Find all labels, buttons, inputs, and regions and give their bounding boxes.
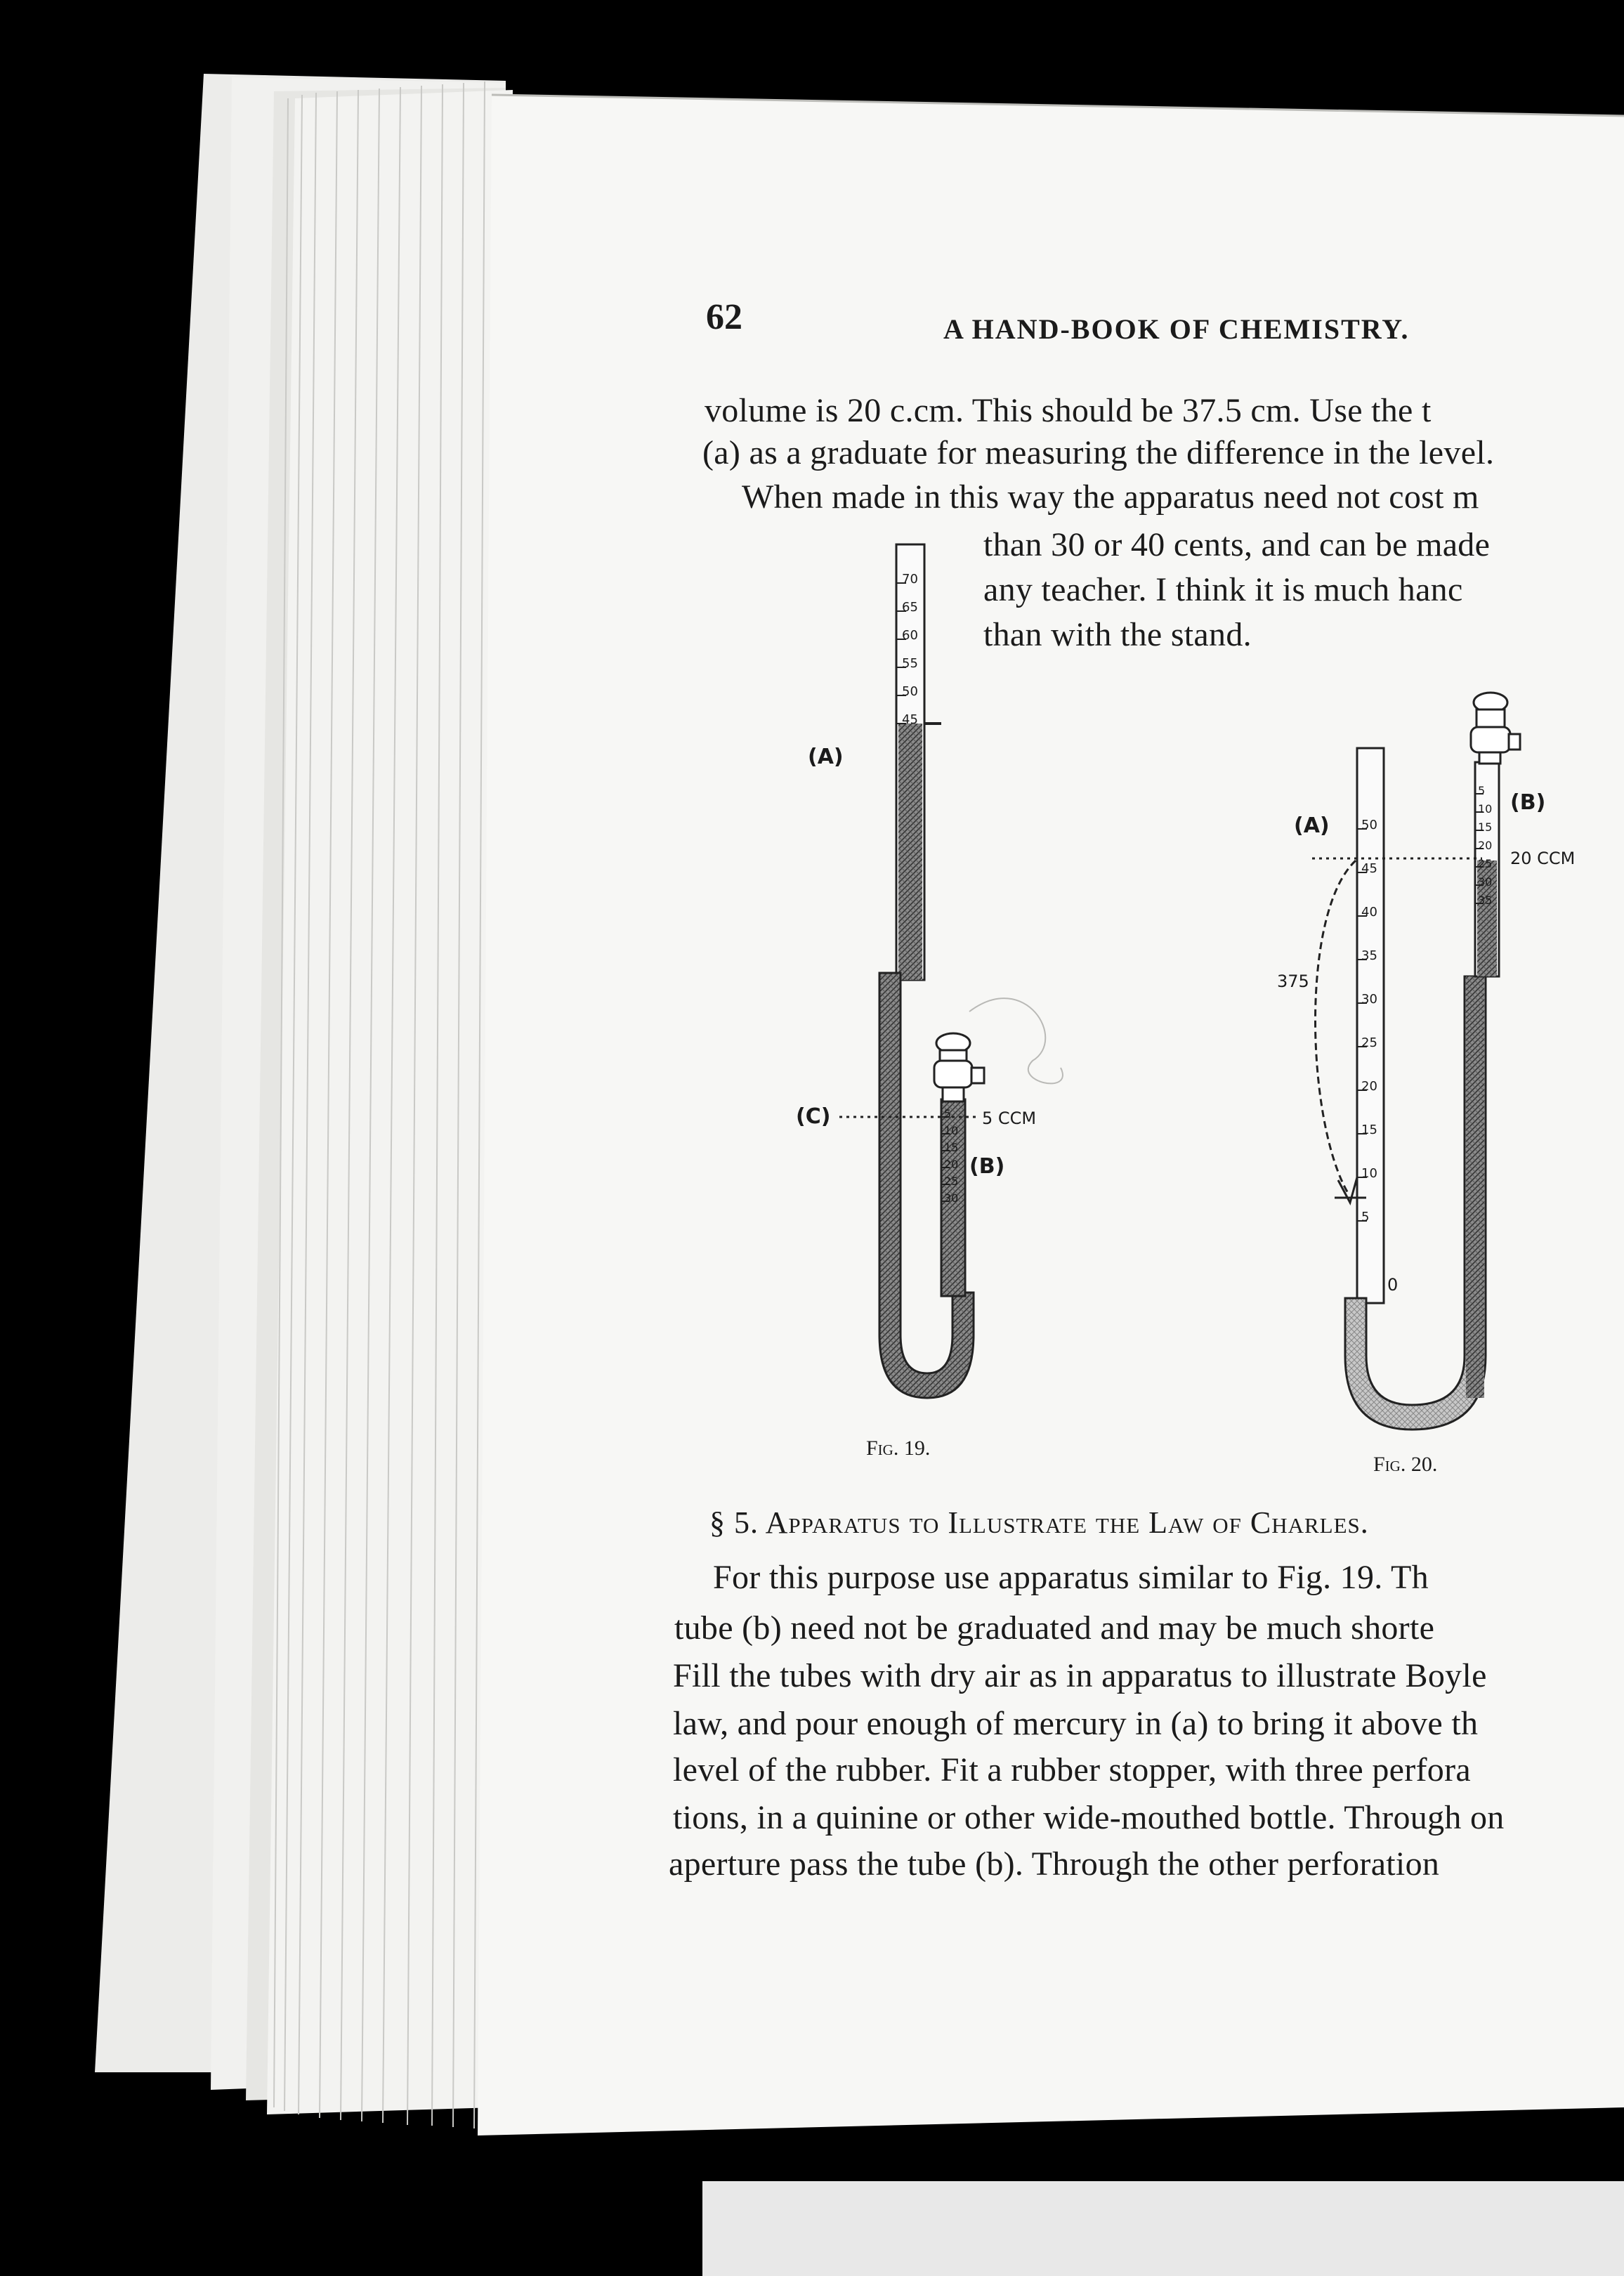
page-number: 62 (706, 297, 742, 337)
running-head: A HAND-BOOK OF CHEMISTRY. (943, 313, 1410, 345)
section-line-4: law, and pour enough of mercury in (a) to bring it above th (673, 1705, 1479, 1742)
fig20-scale-b-number: 35 (1478, 893, 1493, 907)
section-line-5: level of the rubber. Fit a rubber stopper, with three perfora (673, 1751, 1471, 1788)
fig19-scale-b-number: 20 (944, 1157, 959, 1171)
fig19-caption: Fig. 19. (866, 1437, 931, 1460)
fig20-scale-a-number: 20 (1361, 1078, 1377, 1094)
section-line-6: tions, in a quinine or other wide-mouthed bottle. Through on (673, 1799, 1505, 1836)
fig20-scale-a-number: 45 (1361, 861, 1377, 876)
fig20-scale-a-number: 5 (1361, 1209, 1370, 1224)
fig20-scale-b-number: 25 (1478, 856, 1493, 870)
fig20-label-b: (B) (1510, 790, 1546, 815)
fig20-scale-a-number: 30 (1361, 991, 1377, 1007)
fig20-scale-a-number: 50 (1361, 817, 1377, 832)
fig19-scale-b-number: 5 (944, 1106, 952, 1120)
fig19-scale-a-number: 45 (902, 712, 918, 727)
fig20-scale-a-number: 25 (1361, 1035, 1377, 1050)
section-line-1: For this purpose use apparatus similar to Fig. 19. Th (713, 1559, 1429, 1596)
fig19-scale-a-number: 65 (902, 599, 918, 615)
fig19-scale-b-number: 30 (944, 1191, 959, 1205)
fig19-label-c: (C) (796, 1104, 831, 1129)
body-line-4: than 30 or 40 cents, and can be made (983, 526, 1491, 563)
fig19-scale-b-number: 10 (944, 1123, 959, 1137)
fig20-scale-b-number: 30 (1478, 875, 1493, 889)
fig20-scale-b-number: 5 (1478, 783, 1486, 797)
fig19-scale-b-number: 25 (944, 1174, 959, 1188)
fig19-scale-a-number: 55 (902, 655, 918, 671)
fig20-scale-a-number: 35 (1361, 948, 1377, 963)
section-line-3: Fill the tubes with dry air as in apparatus to illustrate Boyle (673, 1657, 1487, 1694)
fig20-scale-a-number: 15 (1361, 1122, 1377, 1137)
section-line-7: aperture pass the tube (b). Through the other perforation (669, 1845, 1440, 1883)
fig20-mark-label: 20 CCM (1510, 849, 1576, 868)
body-line-2: (a) as a graduate for measuring the difference in the level. (702, 434, 1495, 471)
fig20-distance-label: 375 (1277, 972, 1309, 991)
fig19-label-a: (A) (808, 745, 844, 769)
body-line-5: any teacher. I think it is much hanc (983, 571, 1463, 608)
fig19-scale-a-number: 50 (902, 684, 918, 699)
fig19-scale-a-number: 70 (902, 571, 918, 587)
body-line-3: When made in this way the apparatus need not cost m (742, 478, 1479, 516)
fig20-scale-b-number: 10 (1478, 802, 1493, 816)
fig20-caption: Fig. 20. (1373, 1453, 1438, 1476)
page-stack (95, 74, 513, 2128)
section-line-2: tube (b) need not be graduated and may be much shorte (674, 1609, 1435, 1647)
fig20-scale-b-number: 20 (1478, 838, 1493, 852)
fig19-scale-b-number: 15 (944, 1140, 959, 1154)
fig19-mark-label: 5 CCM (982, 1108, 1037, 1128)
section-heading: § 5. Apparatus to Illustrate the Law of Charles. (709, 1505, 1369, 1540)
fig20-scale-b-number: 15 (1478, 820, 1493, 834)
fig19-scale-a-number: 60 (902, 627, 918, 643)
fig20-scale-a-number: 40 (1361, 904, 1377, 920)
body-line-6: than with the stand. (983, 616, 1252, 653)
fig20-scale-a-number: 10 (1361, 1165, 1377, 1181)
fig19-label-b: (B) (969, 1154, 1005, 1179)
fig20-label-a: (A) (1294, 813, 1330, 838)
body-line-1: volume is 20 c.cm. This should be 37.5 cm. Use the t (705, 392, 1432, 429)
fig20-zero-label: 0 (1387, 1275, 1399, 1295)
